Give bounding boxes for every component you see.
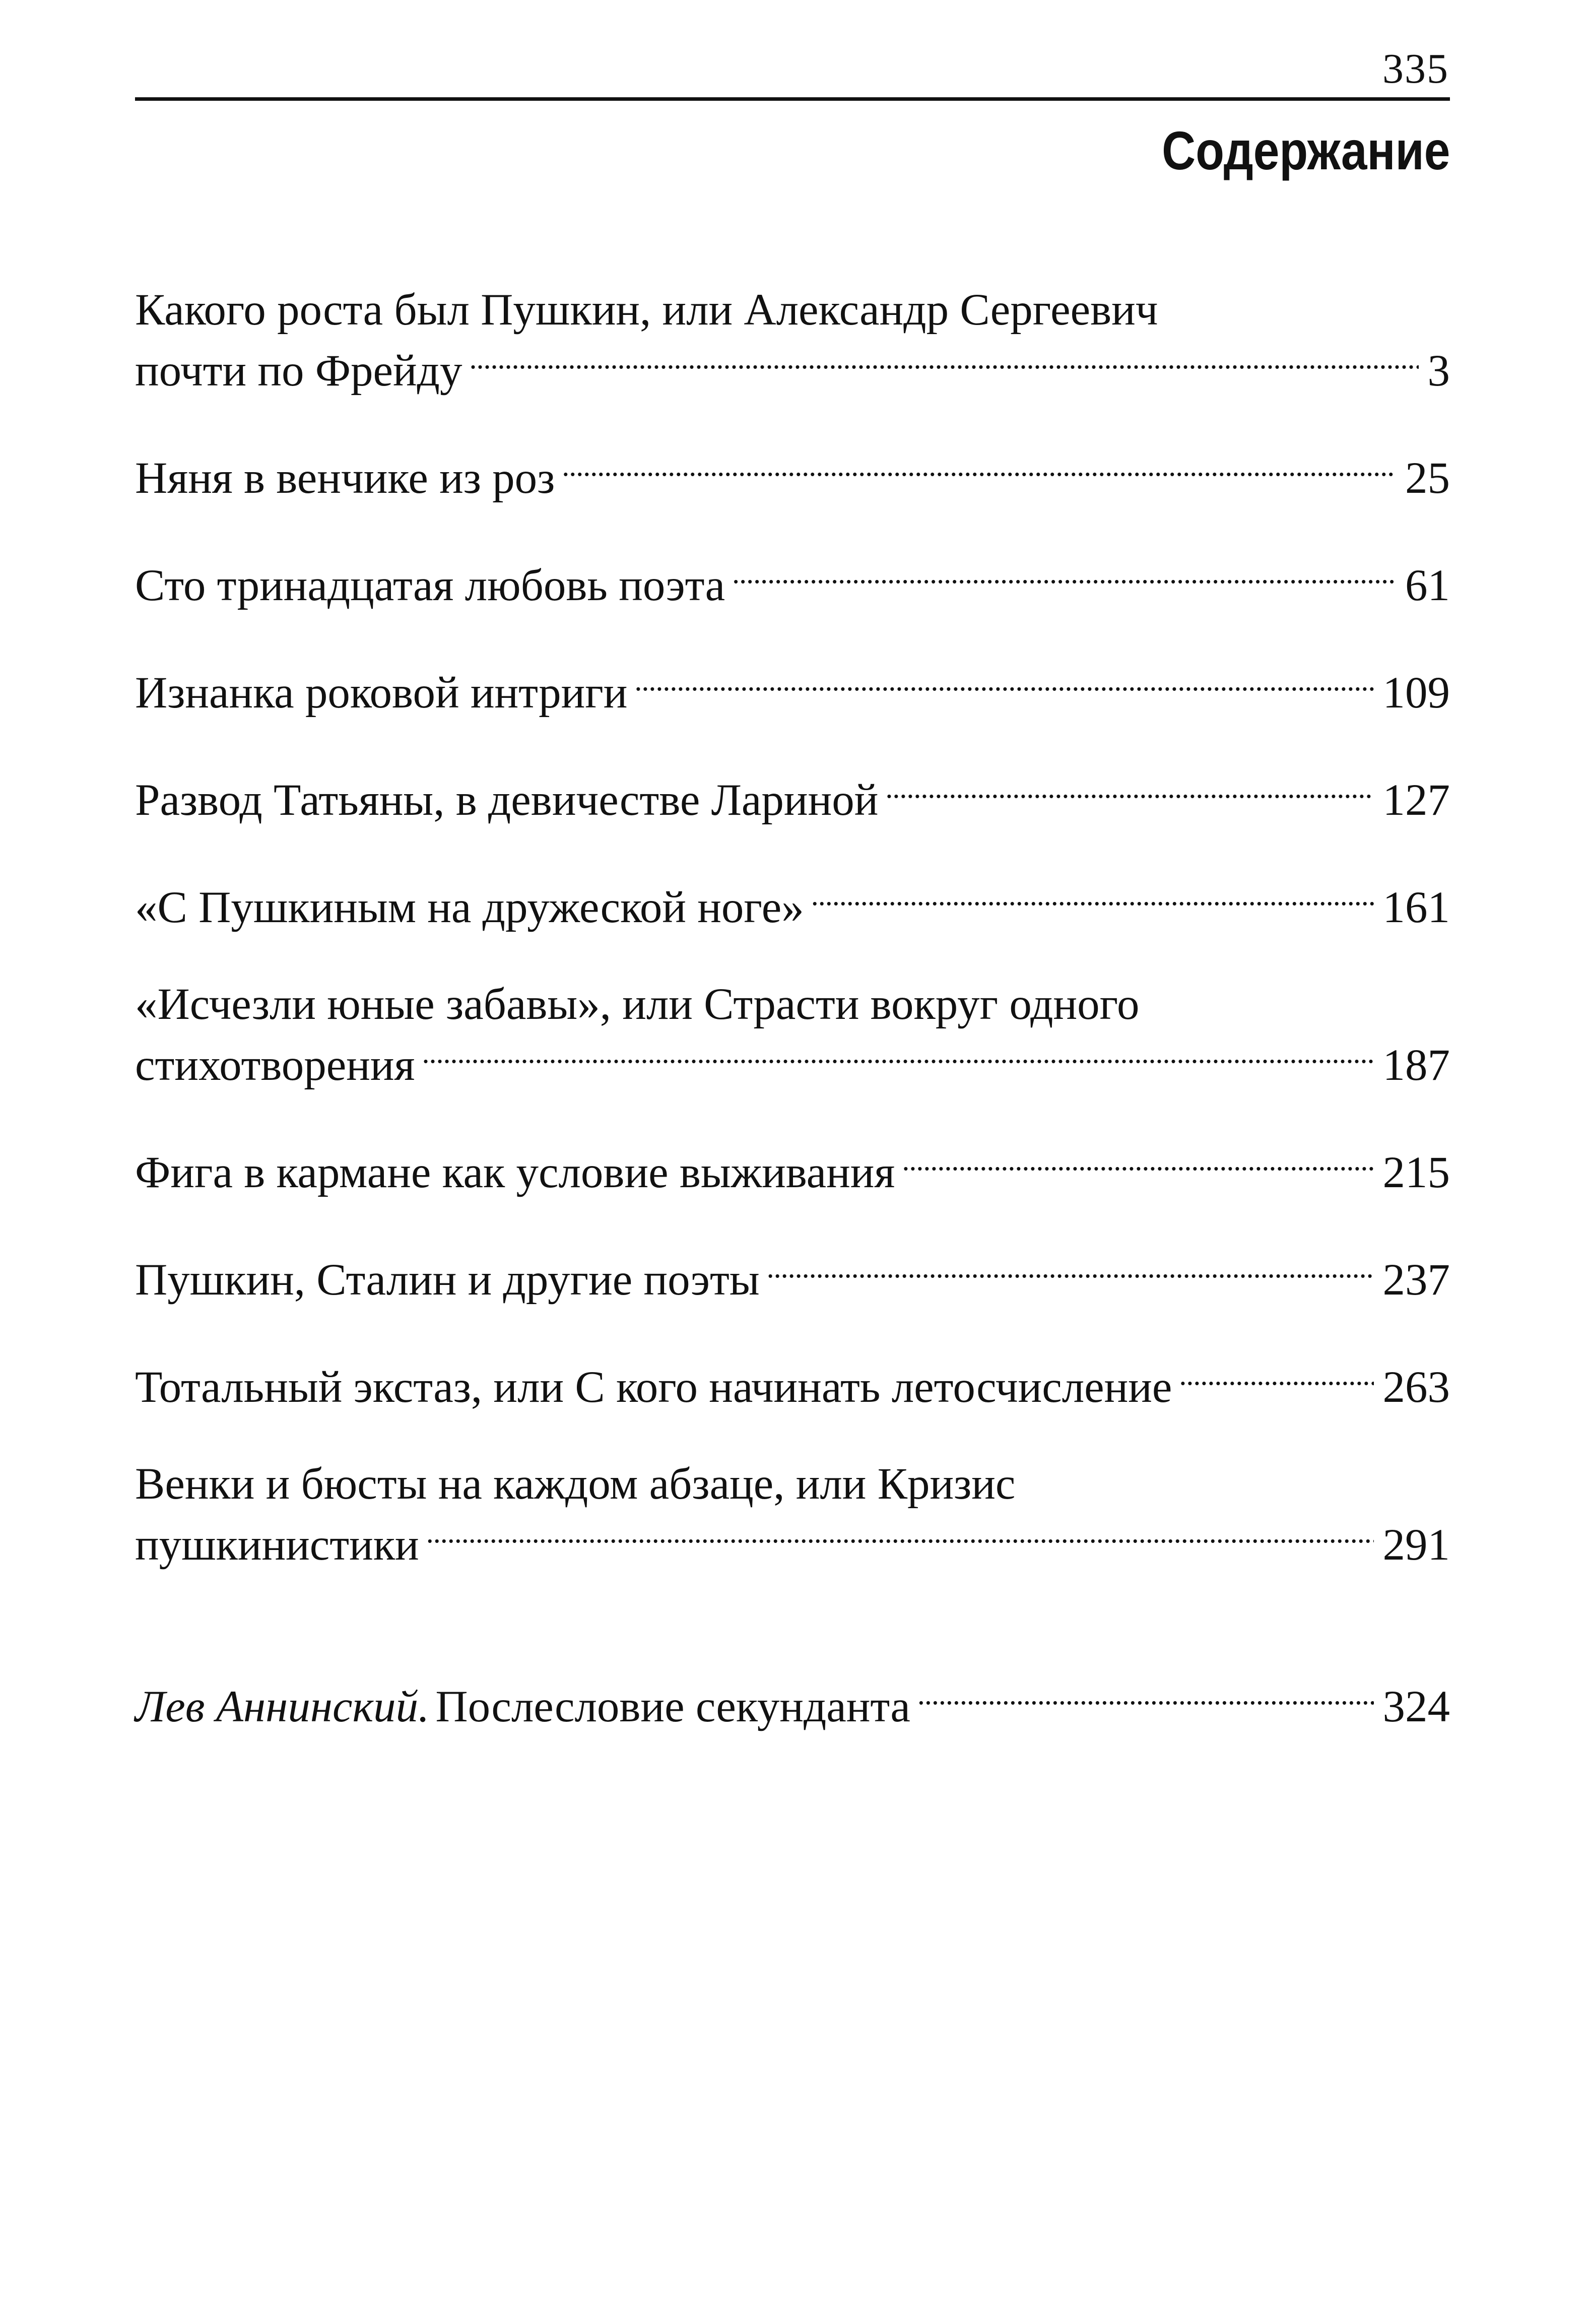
table-of-contents	[135, 285, 1450, 1778]
dot-leader	[885, 764, 1373, 815]
toc-entry-page: 25	[1405, 454, 1450, 503]
toc-entry	[135, 1137, 1450, 1198]
dot-leader	[562, 442, 1396, 493]
dot-leader	[811, 872, 1374, 922]
afterword-author: Лев Аннинский.	[135, 1682, 430, 1731]
toc-entry-page: 237	[1382, 1255, 1450, 1305]
toc-entry-title: Развод Татьяны, в девичестве Лариной	[135, 776, 879, 825]
page-number: 335	[1382, 45, 1449, 92]
toc-entry	[135, 764, 1450, 825]
toc-entry-title: Пушкин, Сталин и другие поэты	[135, 1255, 760, 1305]
toc-entry-page: 187	[1382, 1041, 1450, 1090]
toc-entry	[135, 1459, 1450, 1570]
dot-leader	[426, 1509, 1374, 1560]
toc-entry-page: 3	[1427, 346, 1450, 396]
toc-entry-title-line: «Исчезли юные забавы», или Страсти вокруг одного	[135, 980, 1140, 1029]
toc-entry-title: Фига в кармане как условие выживания	[135, 1148, 895, 1197]
toc-entry-page: 291	[1382, 1520, 1450, 1570]
toc-entry-page: 109	[1382, 668, 1450, 718]
page-title: Содержание	[1161, 120, 1450, 181]
dot-leader	[634, 657, 1373, 707]
toc-entry-page: 161	[1382, 883, 1450, 932]
toc-entry-title: Сто тринадцатая любовь поэта	[135, 561, 725, 610]
toc-entry-page: 215	[1382, 1148, 1450, 1197]
toc-entry-title: почти по Фрейду	[135, 346, 462, 396]
toc-entry	[135, 442, 1450, 503]
toc-entry-page: 324	[1382, 1682, 1450, 1731]
toc-entry-afterword	[135, 1671, 1450, 1732]
dot-leader	[469, 335, 1418, 385]
toc-entry-title: «С Пушкиным на дружеской ноге»	[135, 883, 804, 932]
toc-entry	[135, 1351, 1450, 1412]
dot-leader	[732, 550, 1396, 600]
toc-entry-title-line: Венки и бюсты на каждом абзаце, или Кризис	[135, 1459, 1016, 1509]
toc-entry-page: 263	[1382, 1363, 1450, 1412]
dot-leader	[767, 1244, 1374, 1295]
dot-leader	[1179, 1351, 1373, 1402]
toc-entry-title: Няня в венчике из роз	[135, 454, 555, 503]
header-rule	[135, 97, 1450, 101]
toc-entry	[135, 1244, 1450, 1305]
toc-entry	[135, 550, 1450, 611]
toc-entry-title: стихотворения	[135, 1041, 415, 1090]
dot-leader	[902, 1137, 1373, 1187]
toc-entry-title: Послесловие секунданта	[435, 1682, 910, 1731]
toc-entry-page: 61	[1405, 561, 1450, 610]
toc-entry-title: Тотальный экстаз, или С кого начинать летосчисление	[135, 1363, 1172, 1412]
toc-entry-title-line: Какого роста был Пушкин, или Александр Сергеевич	[135, 285, 1158, 335]
toc-entry	[135, 979, 1450, 1090]
toc-entry	[135, 872, 1450, 933]
dot-leader	[917, 1671, 1374, 1721]
toc-entry-page: 127	[1382, 776, 1450, 825]
toc-entry-title: Изнанка роковой интриги	[135, 668, 628, 718]
toc-entry	[135, 657, 1450, 718]
toc-entry	[135, 285, 1450, 396]
dot-leader	[422, 1029, 1373, 1080]
toc-entry-title: пушкинистики	[135, 1520, 419, 1570]
